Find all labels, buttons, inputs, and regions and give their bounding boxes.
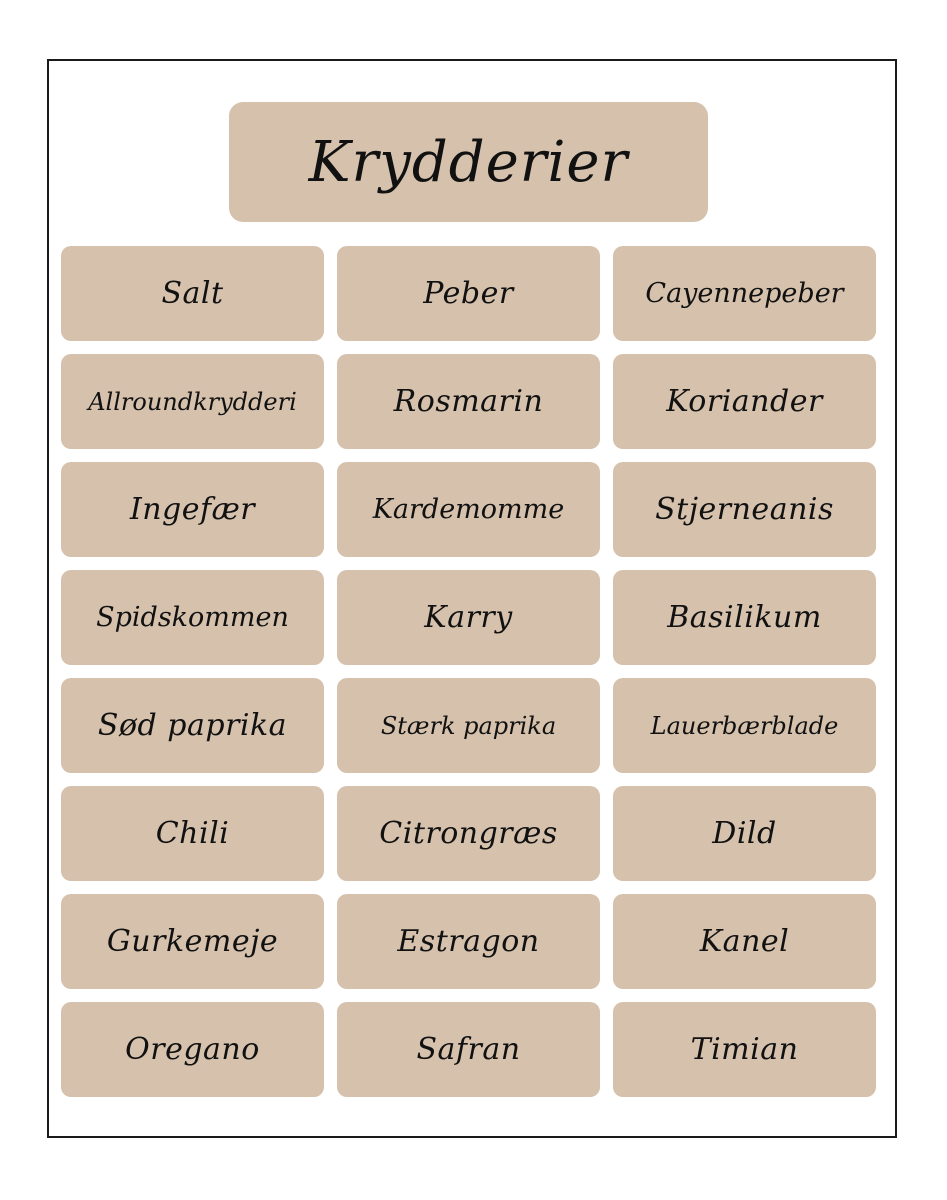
spice-label [613, 570, 876, 665]
page-title: Krydderier [308, 129, 629, 195]
spice-label [61, 678, 324, 773]
spice-label-text: Kardemomme [372, 494, 565, 525]
spice-label-text: Stjerneanis [655, 492, 834, 527]
spice-label [337, 570, 600, 665]
spice-label-text: Kanel [699, 924, 790, 959]
spice-label [613, 354, 876, 449]
spice-label [337, 462, 600, 557]
spice-label-text: Stærk paprika [380, 711, 557, 740]
spice-label-text: Safran [416, 1032, 521, 1067]
spice-label [61, 1002, 324, 1097]
spice-label [337, 354, 600, 449]
spice-label [613, 786, 876, 881]
spice-label-text: Koriander [666, 384, 823, 419]
spice-label-text: Gurkemeje [106, 924, 279, 959]
spice-label-text: Estragon [397, 924, 540, 959]
spice-label-text: Karry [424, 600, 513, 635]
title-label [229, 102, 708, 222]
spice-label-text: Basilikum [667, 600, 822, 635]
spice-label [337, 894, 600, 989]
spice-label-text: Timian [690, 1032, 799, 1067]
spice-label-text: Lauerbærblade [650, 711, 839, 740]
spice-label-text: Citrongræs [379, 816, 558, 851]
spice-label-text: Cayennepeber [645, 278, 844, 309]
spice-label [61, 246, 324, 341]
spice-label [337, 1002, 600, 1097]
spice-label [613, 678, 876, 773]
spice-label-text: Spidskommen [96, 602, 289, 633]
spice-label-text: Peber [423, 276, 514, 311]
spice-label [61, 354, 324, 449]
spice-label-text: Ingefær [129, 492, 256, 527]
spice-label-text: Rosmarin [393, 384, 544, 419]
spice-label [613, 1002, 876, 1097]
spice-label [337, 678, 600, 773]
spice-label-text: Chili [155, 816, 230, 851]
spice-label [337, 246, 600, 341]
spice-label-grid [61, 246, 876, 1097]
spice-label-text: Allroundkrydderi [88, 387, 297, 416]
spice-label [61, 570, 324, 665]
spice-label [613, 894, 876, 989]
spice-label-text: Oregano [125, 1032, 260, 1067]
spice-label [613, 462, 876, 557]
spice-label-text: Dild [712, 816, 777, 851]
spice-label [61, 786, 324, 881]
spice-label [337, 786, 600, 881]
spice-label-text: Sød paprika [97, 708, 288, 743]
spice-label [613, 246, 876, 341]
spice-label-text: Salt [161, 276, 224, 311]
spice-label [61, 894, 324, 989]
spice-label [61, 462, 324, 557]
